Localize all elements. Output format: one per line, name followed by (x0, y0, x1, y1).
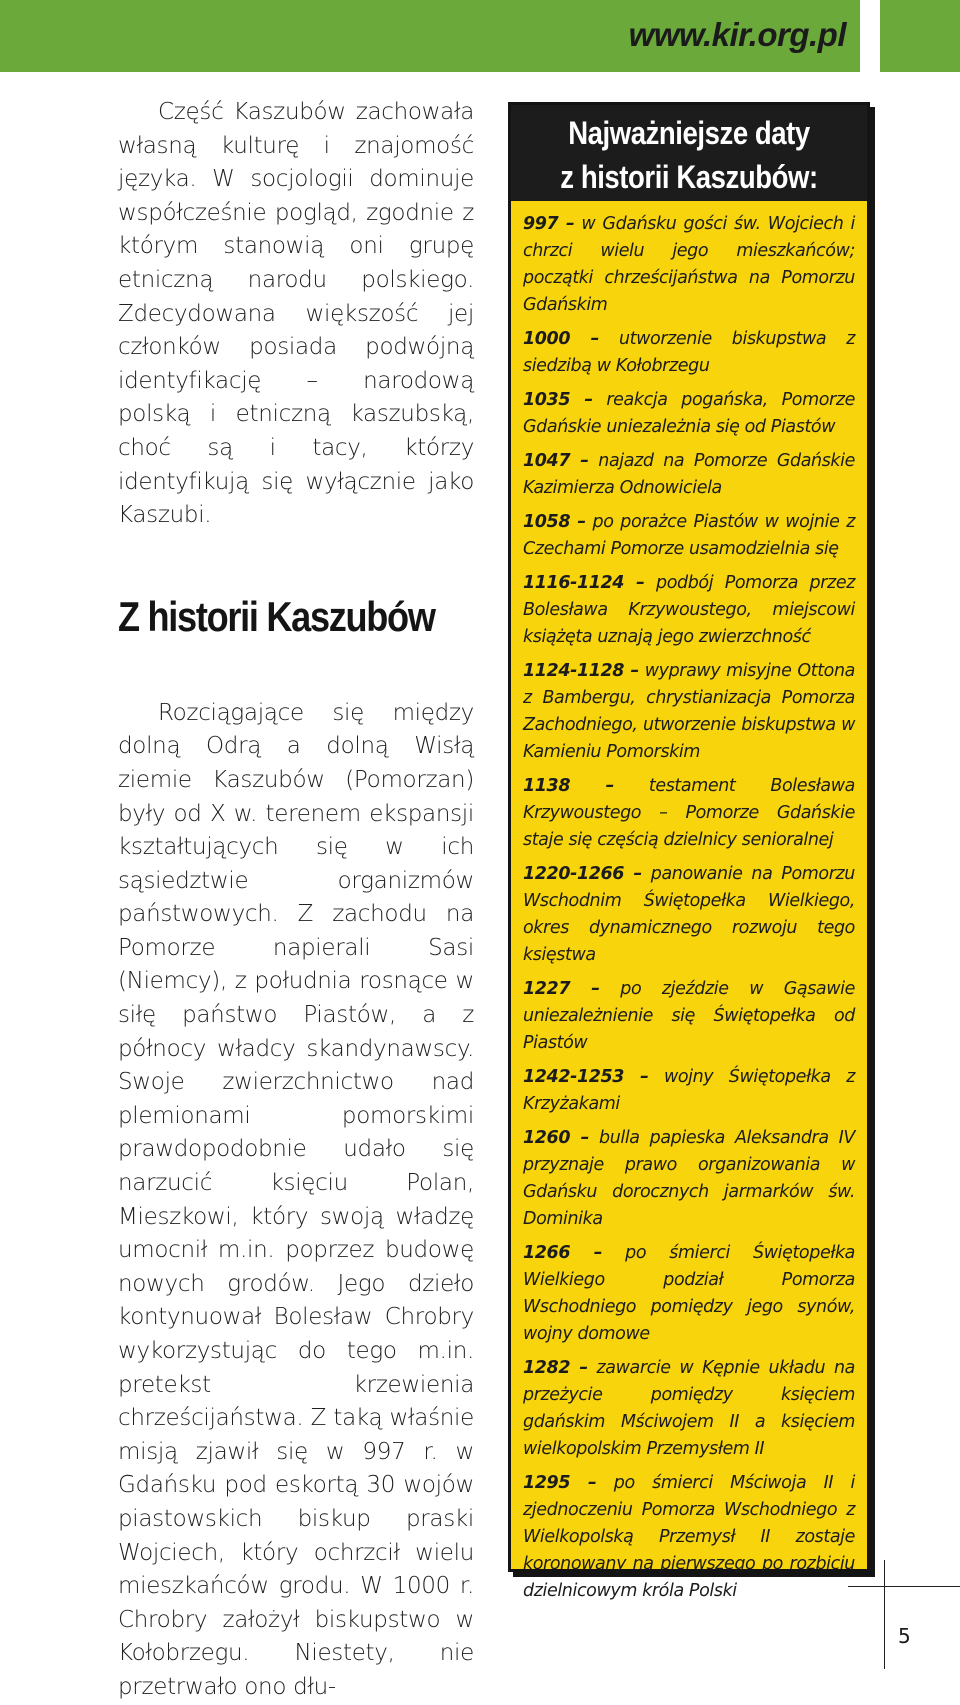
date-text: panowanie na Pomorzu Wschodnim Świętopełka Wielkiego, okres dynamicznego rozwoju tego księstwa (523, 864, 855, 965)
date-item (523, 509, 855, 563)
date-year: 1058 – (523, 512, 586, 532)
intro-paragraph: Część Kaszubów zachowała własną kulturę i znajomość języka. W socjologii dominuje współcześnie pogląd, zgodnie z którym stanowią oni grupę etniczną narodu polskiego. Zdecydowana większość jej członków posiada podwójną identyfikację – narodową polską i etniczną kaszubską, choć są i tacy, którzy identyfikują się wyłącznie jako Kaszubi. (118, 99, 474, 529)
date-item (523, 570, 855, 651)
sidebar-title (511, 105, 867, 201)
crop-mark-horizontal (848, 1586, 960, 1587)
section-heading: Z historii Kaszubów (118, 592, 435, 640)
date-text: najazd na Pomorze Gdańskie Kazimierza Odnowiciela (523, 451, 855, 498)
header-bar-right (880, 0, 960, 72)
sidebar-title-line2: z historii Kaszubów: (560, 159, 818, 195)
date-year: 1260 – (523, 1128, 589, 1148)
dates-list (511, 201, 867, 1605)
date-year: 1047 – (523, 451, 589, 471)
date-text: po śmierci Świętopełka Wielkiego podział Pomorza Wschodniego pomiędzy jego synów, wojny domowe (523, 1243, 855, 1344)
date-text: wyprawy misyjne Ottona z Bambergu, chrystianizacja Pomorza Zachodniego, utworzenie biskupstwa w Kamieniu Pomorskim (523, 661, 855, 762)
date-year: 1000 – (523, 329, 599, 349)
date-year: 1295 – (523, 1473, 597, 1493)
date-item (523, 387, 855, 441)
header-url[interactable]: www.kir.org.pl (628, 16, 846, 53)
date-item (523, 1064, 855, 1118)
date-year: 997 – (523, 214, 575, 234)
date-item (523, 861, 855, 969)
date-text: testament Bolesława Krzywoustego – Pomorze Gdańskie staje się częścią dzielnicy senioralnej (523, 776, 855, 850)
header-bar (0, 0, 860, 72)
date-item (523, 1355, 855, 1463)
date-item (523, 1125, 855, 1233)
date-item (523, 658, 855, 766)
date-text: po zjeździe w Gąsawie uniezależnienie się Świętopełka od Piastów (523, 979, 855, 1053)
date-item (523, 976, 855, 1057)
date-item (523, 448, 855, 502)
date-year: 1116-1124 – (523, 573, 645, 593)
date-item (523, 211, 855, 319)
date-item (523, 1240, 855, 1348)
crop-mark-vertical (884, 1586, 885, 1669)
date-text: bulla papieska Aleksandra IV przyznaje prawo organizowania w Gdańsku dorocznych jarmarków św. Dominika (523, 1128, 855, 1229)
date-year: 1227 – (523, 979, 600, 999)
dates-sidebar (508, 102, 870, 1601)
date-year: 1138 – (523, 776, 614, 796)
date-year: 1266 – (523, 1243, 603, 1263)
date-year: 1124-1128 – (523, 661, 639, 681)
date-text: utworzenie biskupstwa z siedzibą w Kołobrzegu (523, 329, 855, 376)
history-paragraph: Rozciągające się między dolną Odrą a dolną Wisłą ziemie Kaszubów (Pomorzan) były od X w. terenem ekspansji kształtujących się w ich sąsiedztwie organizmów państwowych. Z zachodu na Pomorze napierali Sasi (Niemcy), z południa rosnące w siłę państwo Piastów, a z północy władcy skandynawscy. Swoje zwierzchnictwo nad plemionami pomorskimi prawdopodobnie udało się narzucić księciu Polan, Mieszkowi, który swoją władzę umocnił m.in. poprzez budowę nowych grodów. Jego dzieło kontynuował Bolesław Chrobry wykorzystując do tego m.in. pretekst krzewienia chrześcijaństwa. Z taką właśnie misją zjawił się w 997 r. w Gdańsku pod eskortą 30 wojów piastowskich biskup praski Wojciech, który ochrzcił wielu mieszkańców grodu. W 1000 r. Chrobry założył biskupstwo w Kołobrzegu. Niestety, nie przetrwało ono dłu- (118, 699, 474, 1700)
date-year: 1035 – (523, 390, 593, 410)
main-column (118, 96, 474, 1705)
page-number: 5 (898, 1624, 911, 1648)
date-text: w Gdańsku gości św. Wojciech i chrzci wielu jego mieszkańców; początki chrześcijaństwa na Pomorzu Gdańskim (523, 214, 855, 315)
sidebar-title-line1: Najważniejsze daty (568, 115, 810, 151)
date-year: 1282 – (523, 1358, 588, 1378)
date-item (523, 1470, 855, 1605)
crop-mark-vertical-top (884, 1560, 885, 1586)
date-item (523, 326, 855, 380)
date-text: wojny Świętopełka z Krzyżakami (523, 1067, 855, 1114)
date-text: podbój Pomorza przez Bolesława Krzywoustego, miejscowi książęta uznają jego zwierzchność (523, 573, 855, 647)
date-year: 1220-1266 – (523, 864, 642, 884)
date-item (523, 773, 855, 854)
date-text: zawarcie w Kępnie układu na przeżycie pomiędzy księciem gdańskim Mściwojem II a księciem wielkopolskim Przemysłem II (523, 1358, 856, 1459)
date-year: 1242-1253 – (523, 1067, 649, 1087)
date-text: po porażce Piastów w wojnie z Czechami Pomorze usamodzielnia się (523, 512, 855, 559)
date-text: reakcja pogańska, Pomorze Gdańskie uniezależnia się od Piastów (523, 390, 855, 437)
date-text: po śmierci Mściwoja II i zjednoczeniu Pomorza Wschodniego z Wielkopolską Przemysł II zostaje koronowany na pierwszego po rozbiciu dzielnicowym króla Polski (523, 1473, 855, 1601)
